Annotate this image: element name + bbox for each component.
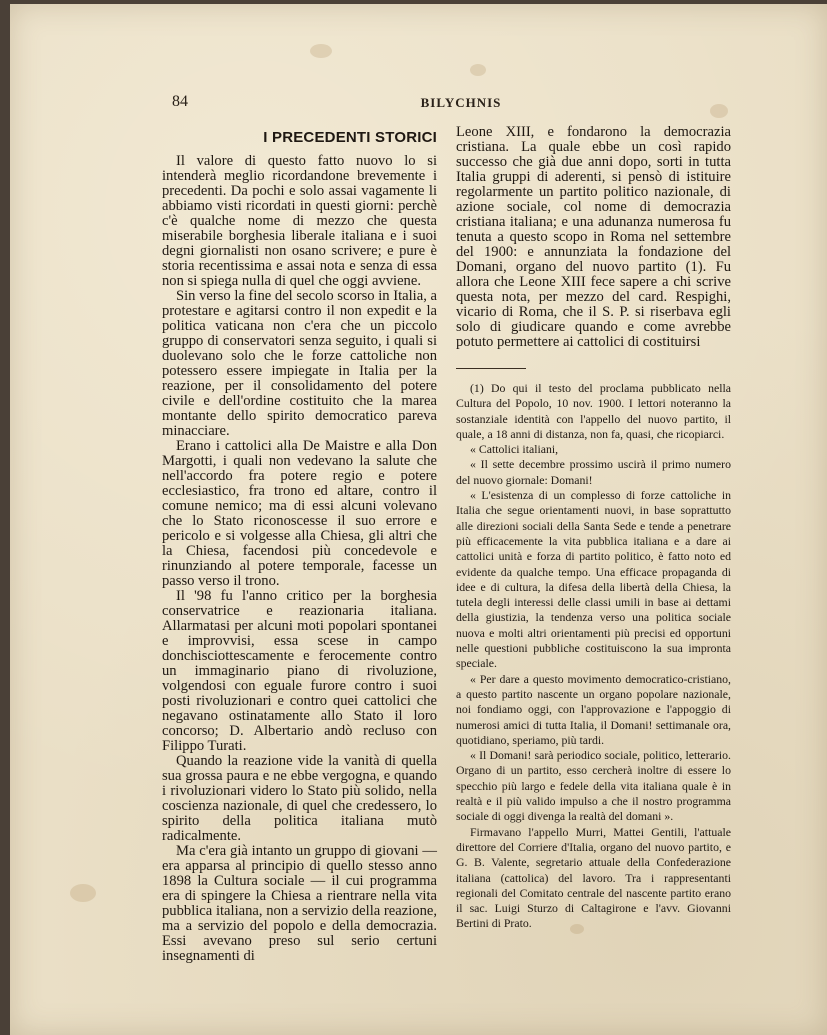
footnote: « Il sette decembre prossimo uscirà il primo numero del nuovo giornale: Domani! [456,457,731,487]
footnote: « Il Domani! sarà periodico sociale, politico, letterario. Organo di un partito, esso cercherà inoltre di essere lo specchio più largo e fedele della vita italiana quale è in realtà e il più valido impulso a che il nostro programma sociale di oggi divenga la realtà del domani ». [456,748,731,824]
paragraph: Il '98 fu l'anno critico per la borghesia conservatrice e reazionaria italiana. Allarmatasi per alcuni moti popolari spontanei e improvvisi, essa scese in campo donchisciottescamente e ferocemente contro un immaginario piano di rivoluzione, volgendosi con eguale furore contro i suoi posti rivoluzionari e contro quei cattolici che negavano ostinatamente allo Stato il loro concorso; D. Albertario andò recluso con Filippo Turati. [162,588,437,754]
footnote: Firmavano l'appello Murri, Mattei Gentili, l'attuale direttore del Corriere d'Italia, organo del nuovo partito, e G. B. Valente, segretario attuale della Confederazione italiana (cattolica) del lavoro. Tra i rappresentanti regionali del Comitato centrale del nascente partito erano il sac. Luigi Sturzo di Caltagirone e l'avv. Giovanni Bertini di Prato. [456,824,731,931]
running-header [172,93,750,113]
stain [470,64,486,76]
left-body-text [162,154,437,964]
paragraph: Il valore di questo fatto nuovo lo si intenderà meglio ricordandone brevemente i precedenti. Da pochi e solo assai vagamente li abbiamo visti ricordati in questi giorni: perchè c'è qualche nome di mezzo che questa miserabile borghesia liberale italiana e i suoi degni giornalisti non osano scrivere; e pure è storia recentissima e assai nota e senza di essa non si spiega nulla di quel che oggi avviene. [162,153,437,289]
stain [310,44,332,58]
footnote-rule [456,368,526,369]
right-column [456,125,731,932]
section-title: I PRECEDENTI STORICI [263,129,437,146]
page-number: 84 [172,93,188,110]
paragraph: Ma c'era già intanto un gruppo di giovani — era apparsa al principio di quello stesso anno 1898 la Cultura sociale — il cui programma era di spingere la Chiesa a rientrare nella vita pubblica italiana, non a servizio della reazione, ma a servizio del popolo e della democrazia. Essi avevano preso sul serio certuni insegnamenti di [162,843,437,964]
footnotes [456,381,731,932]
paragraph: Quando la reazione vide la vanità di quella sua grossa paura e ne ebbe vergogna, e quando i rivoluzionari videro lo Stato più solido, nella coscienza nazionale, di quel che credessero, lo spirito della politica italiana mutò radicalmente. [162,753,437,844]
right-body-text [456,125,731,350]
footnote: « Cattolici italiani, [470,442,559,457]
paragraph: Sin verso la fine del secolo scorso in Italia, a protestare e agitarsi contro il non expedit e la politica vaticana non c'era che un piccolo gruppo di conservatori senza seguito, i quali si duolevano solo che le forze cattoliche non potessero essere impiegate in Italia per la reazione, per il consolidamento del potere civile e dell'ordine costituito che la marea montante dello spirito democratico pareva minacciare. [162,288,437,439]
running-title: BILYCHNIS [420,95,502,110]
stain [70,884,96,902]
footnote: « L'esistenza di un complesso di forze cattoliche in Italia che segue orientamenti nuovi, in base soprattutto alle direzioni sociali della Santa Sede e tende a penetrare più efficacemente la vita pubblica italiana e a dare ai cattolici unità e forza di partito politico, è fatto noto ed evidente da qualche tempo. Una efficace propaganda di idee e di cultura, la difesa della libertà della Chiesa, la tutela degli interessi delle classi umili in base ai dettami della giustizia, la tendenza verso una politica sociale nuova e molti altri orientamenti più precisi ed opportuni nelle questioni pubbliche costituiscono la sua impronta speciale. [456,488,731,671]
left-column [162,125,437,964]
paragraph: Leone XIII, e fondarono la democrazia cristiana. La quale ebbe un così rapido successo che già due anni dopo, sorti in tutta Italia gruppi di aderenti, si pensò di istituire regolarmente un partito politico nazionale, di azione sociale, col nome di democrazia cristiana italiana; e una adunanza numerosa fu tenuta a questo scopo in Roma nel settembre del 1900: e annunziata la fondazione del Domani, organo del nuovo partito (1). Fu allora che Leone XIII fece sapere a chi scrive questa nota, per mezzo del card. Respighi, vicario di Roma, che il S. P. si riserbava egli solo di giudicare quando e come avrebbe potuto permettere ai cattolici di costituirsi [456,124,731,350]
paragraph: Erano i cattolici alla De Maistre e alla Don Margotti, i quali non vedevano la salute che nell'accordo fra potere regio e potere ecclesiastico, fra trono ed altare, contro il comune nemico; ma di essi alcuni volevano che lo Stato riconoscesse il suo errore e pericolo e si volgesse alla Chiesa, gli altri che la Chiesa, facendosi più concedevole e rinunziando al potere temporale, facesse un passo verso il trono. [162,438,437,589]
footnote: (1) Do qui il testo del proclama pubblicato nella Cultura del Popolo, 10 nov. 1900. I lettori noteranno la sostanziale identità con l'appello del nuovo partito, il quale, a 18 anni di distanza, non fa, quasi, che ricopiarci. [456,381,731,441]
footnote: « Per dare a questo movimento democratico-cristiano, a questo partito nascente un organo popolare nazionale, noi fondiamo oggi, con l'approvazione e l'appoggio di numerosi amici di tutta Italia, il Domani! settimanale ora, quotidiano, speriamo, più tardi. [456,671,731,747]
